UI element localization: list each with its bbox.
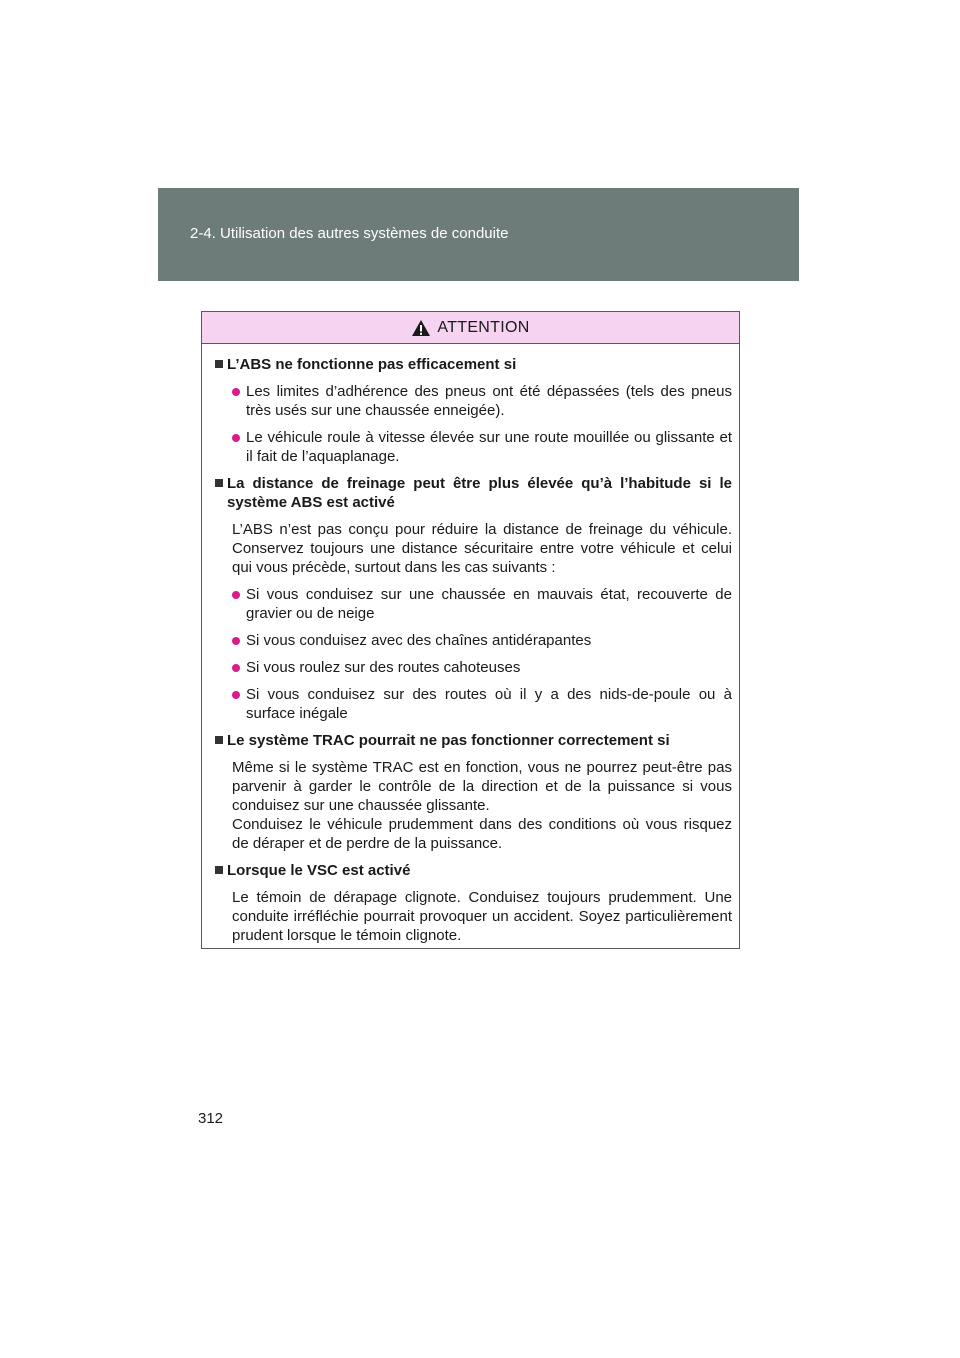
square-marker-icon (215, 479, 223, 487)
warning-bullet-text: Le véhicule roule à vitesse élevée sur une route mouillée ou glissante et il fait de l’aquaplanage. (246, 429, 732, 465)
bullet-dot-icon (232, 664, 240, 672)
bullet-dot-icon (232, 691, 240, 699)
warning-bullet (232, 631, 732, 650)
warning-bullet (232, 585, 732, 623)
warning-header (202, 312, 739, 344)
bullet-dot-icon (232, 591, 240, 599)
warning-paragraph: Même si le système TRAC est en fonction, vous ne pourrez peut-être pas parvenir à garder le contrôle de la direction et de la puissance si vous conduisez sur une chaussée glissante. Conduisez le véhicule prudemment dans des conditions où vous risquez de déraper et de perdre de la puissance. (232, 759, 732, 852)
warning-bullet-text: Si vous roulez sur des routes cahoteuses (246, 659, 521, 676)
warning-bullet-text: Les limites d’adhérence des pneus ont été dépassées (tels des pneus très usés sur une chaussée enneigée). (246, 383, 732, 419)
square-marker-icon (215, 360, 223, 368)
warning-heading (215, 731, 732, 750)
warning-heading-text: L’ABS ne fonctionne pas efficacement si (227, 356, 517, 373)
warning-heading (215, 355, 732, 374)
warning-box (201, 311, 740, 949)
page-number: 312 (198, 1110, 224, 1127)
warning-bullet (232, 382, 732, 420)
warning-bullet (232, 658, 732, 677)
warning-paragraph: L’ABS n’est pas conçu pour réduire la distance de freinage du véhicule. Conservez toujours une distance sécuritaire entre votre véhicule et celui qui vous précède, surtout dans les cas suivants : (232, 521, 732, 576)
warning-heading (215, 474, 732, 512)
square-marker-icon (215, 736, 223, 744)
warning-bullet (232, 428, 732, 466)
warning-bullet-text: Si vous conduisez sur une chaussée en mauvais état, recouverte de gravier ou de neige (246, 586, 732, 622)
square-marker-icon (215, 866, 223, 874)
warning-bullet-text: Si vous conduisez avec des chaînes antidérapantes (246, 632, 592, 649)
bullet-dot-icon (232, 434, 240, 442)
section-title: 2-4. Utilisation des autres systèmes de conduite (190, 225, 509, 242)
warning-paragraph: Le témoin de dérapage clignote. Conduisez toujours prudemment. Une conduite irréfléchie pourrait provoquer un accident. Soyez particulièrement prudent lorsque le témoin clignote. (232, 889, 732, 944)
warning-label: ATTENTION (437, 318, 530, 336)
warning-heading-text: Lorsque le VSC est activé (227, 862, 411, 879)
bullet-dot-icon (232, 637, 240, 645)
warning-heading-text: La distance de freinage peut être plus élevée qu’à l’habitude si le système ABS est activé (227, 475, 732, 511)
section-header-band (158, 188, 799, 281)
warning-bullet-text: Si vous conduisez sur des routes où il y a des nids-de-poule ou à surface inégale (246, 686, 732, 722)
warning-heading-text: Le système TRAC pourrait ne pas fonctionner correctement si (227, 732, 670, 749)
bullet-dot-icon (232, 388, 240, 396)
warning-triangle-icon (411, 319, 431, 337)
warning-body (202, 344, 739, 945)
warning-bullet (232, 685, 732, 723)
warning-heading (215, 861, 732, 880)
